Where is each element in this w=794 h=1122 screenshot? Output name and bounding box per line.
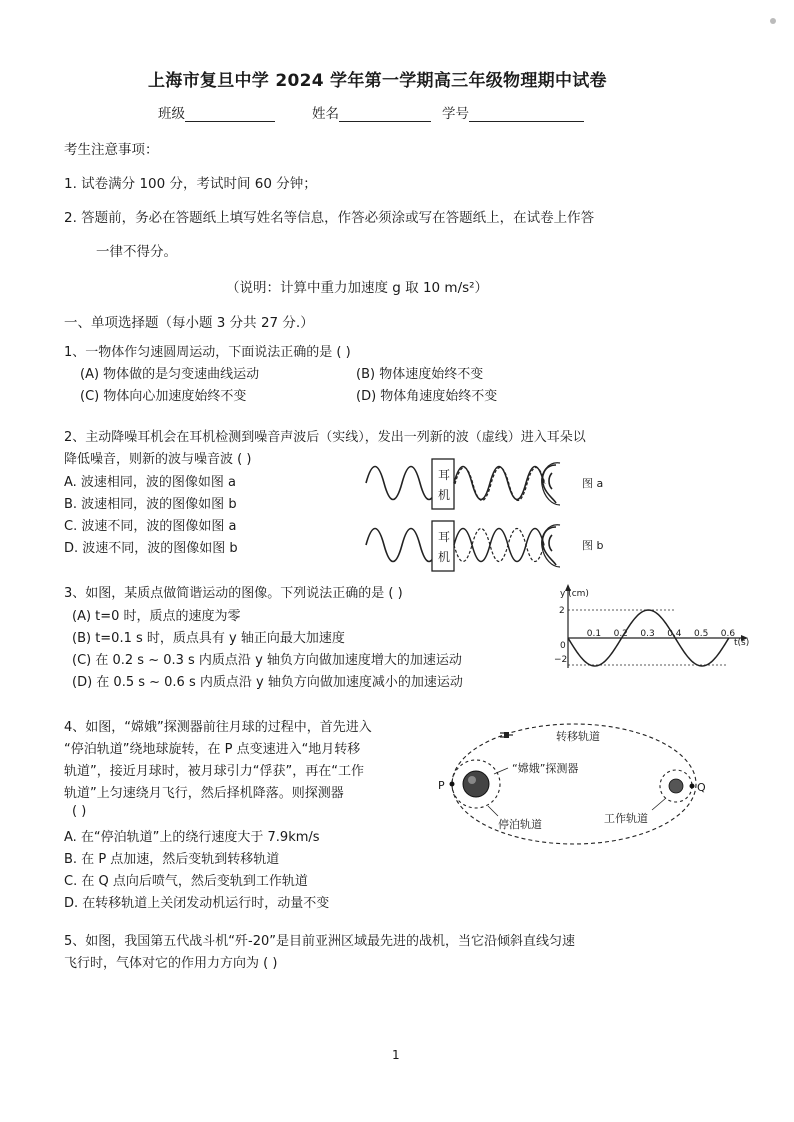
q5-stem-line-2: 飞行时，气体对它的作用力方向为 ( ) [64, 956, 278, 971]
class-field [158, 102, 275, 122]
parking-leader [488, 806, 498, 816]
scan-speck [770, 18, 776, 24]
page-number: 1 [392, 1048, 400, 1062]
noise-wave-b-left [366, 529, 438, 562]
q1-option-c: (C) 物体向心加速度始终不变 [80, 389, 247, 404]
q2-earphone-figure [360, 455, 610, 575]
probe-label: “嫦娥”探测器 [512, 762, 579, 775]
gravity-note: （说明：计算中重力加速度 g 取 10 m/s²） [226, 280, 489, 296]
t-tick-3: 0.3 [640, 629, 655, 639]
student-id-blank [469, 107, 584, 122]
t-tick-1: 0.1 [586, 629, 602, 639]
q4-option-a: A. 在“停泊轨道”上的绕行速度大于 7.9km/s [64, 830, 320, 845]
q2-stem-line-1: 2、主动降噪耳机会在耳机检测到噪音声波后（实线），发出一列新的波（虚线）进入耳朵以 [64, 430, 586, 445]
q4-stem-line-2: “停泊轨道”绕地球旋转，在 P 点变速进入“地月转移 [64, 742, 361, 757]
class-label: 班级 [158, 106, 185, 122]
figure-a [366, 459, 603, 509]
anti-noise-wave-a [455, 468, 545, 501]
fig-b-label: 图 b [582, 539, 604, 552]
q3-option-a: (A) t=0 时，质点的速度为零 [72, 609, 241, 624]
notice-heading: 考生注意事项： [64, 142, 159, 158]
q5-stem-line-1: 5、如图，我国第五代战斗机“歼-20”是目前亚洲区域最先进的战机，当它沿倾斜直线匀速 [64, 934, 575, 949]
q4-orbit-diagram [436, 716, 726, 848]
exam-title: 上海市复旦中学 2024 学年第一学期高三年级物理期中试卷 [148, 71, 607, 91]
y-tick-minus-2: −2 [554, 655, 568, 665]
earphone-label-b-2: 机 [438, 550, 451, 564]
q4-stem-line-3: 轨道”，接近月球时，被月球引力“俘获”，再在“工作 [64, 764, 364, 779]
parking-orbit-label: 停泊轨道 [498, 818, 542, 831]
notice-item-2-line-1: 2. 答题前，务必在答题纸上填写姓名等信息，作答必须涂或写在答题纸上，在试卷上作答 [64, 210, 595, 226]
class-blank [185, 107, 275, 122]
q4-option-b: B. 在 P 点加速，然后变轨到转移轨道 [64, 852, 280, 867]
point-p [450, 782, 455, 787]
earth [463, 771, 489, 797]
notice-item-2-line-2: 一律不得分。 [96, 244, 177, 260]
ear-outer-a [542, 463, 560, 505]
q3-option-b: (B) t=0.1 s 时，质点具有 y 轴正向最大加速度 [72, 631, 345, 646]
figure-b [366, 521, 603, 571]
probe-leader [494, 768, 508, 774]
q3-shm-graph [546, 582, 760, 670]
q-label: Q [697, 781, 706, 794]
y-axis-label: y (cm) [560, 589, 589, 599]
earphone-label-a-1: 耳 [438, 468, 451, 482]
q4-stem-line-4: 轨道”上匀速绕月飞行，然后择机降落。则探测器 [64, 786, 344, 801]
t-tick-2: 0.2 [613, 629, 628, 639]
earth-highlight [468, 776, 476, 784]
q3-option-d: (D) 在 0.5 s ~ 0.6 s 内质点沿 y 轴负方向做加速度减小的加速运动 [72, 675, 463, 690]
q4-stem-line-1: 4、如图，“嫦娥”探测器前往月球的过程中，首先进入 [64, 720, 372, 735]
t-axis-label: t(s) [734, 638, 750, 648]
student-id-label: 学号 [442, 106, 469, 122]
earphone-label-a-2: 机 [438, 488, 451, 502]
moon [669, 779, 683, 793]
q4-option-c: C. 在 Q 点向后喷气，然后变轨到工作轨道 [64, 874, 308, 889]
noise-wave-a-right [454, 467, 544, 500]
noise-wave-a-left [366, 467, 438, 500]
q1-option-b: (B) 物体速度始终不变 [356, 367, 484, 382]
p-label: P [438, 779, 445, 792]
q4-answer-paren: ( ) [72, 804, 87, 819]
q2-stem-line-2: 降低噪音，则新的波与噪音波 ( ) [64, 452, 252, 467]
fig-a-label: 图 a [582, 477, 604, 490]
q4-option-d: D. 在转移轨道上关闭发动机运行时，动量不变 [64, 896, 330, 911]
q3-option-c: (C) 在 0.2 s ~ 0.3 s 内质点沿 y 轴负方向做加速度增大的加速运动 [72, 653, 462, 668]
origin-label: 0 [560, 641, 566, 651]
notice-item-1: 1. 试卷满分 100 分，考试时间 60 分钟； [64, 176, 317, 192]
q2-option-b: B. 波速相同，波的图像如图 b [64, 497, 237, 512]
student-id-field [442, 102, 584, 122]
q2-option-a: A. 波速相同，波的图像如图 a [64, 475, 237, 490]
name-field [312, 102, 431, 122]
q2-option-d: D. 波速不同，波的图像如图 b [64, 541, 238, 556]
q1-option-a: (A) 物体做的是匀变速曲线运动 [80, 367, 260, 382]
q2-option-c: C. 波速不同，波的图像如图 a [64, 519, 237, 534]
point-q [690, 784, 695, 789]
transfer-orbit-label: 转移轨道 [556, 730, 600, 743]
name-label: 姓名 [312, 106, 339, 122]
t-tick-6: 0.6 [720, 629, 736, 639]
q1-option-d: (D) 物体角速度始终不变 [356, 389, 498, 404]
earphone-label-b-1: 耳 [438, 530, 451, 544]
working-orbit-label: 工作轨道 [604, 812, 648, 825]
q1-stem: 1、一物体作匀速圆周运动，下面说法正确的是 ( ) [64, 345, 351, 360]
probe-icon [500, 732, 513, 738]
name-blank [339, 107, 431, 122]
section-1-heading: 一、单项选择题（每小题 3 分共 27 分.） [64, 315, 314, 331]
t-tick-4: 0.4 [667, 629, 682, 639]
y-tick-2: 2 [559, 606, 565, 616]
working-leader [652, 798, 666, 810]
ear-outer-b [542, 525, 560, 567]
q3-stem: 3、如图，某质点做简谐运动的图像。下列说法正确的是 ( ) [64, 586, 403, 601]
t-tick-5: 0.5 [694, 629, 709, 639]
